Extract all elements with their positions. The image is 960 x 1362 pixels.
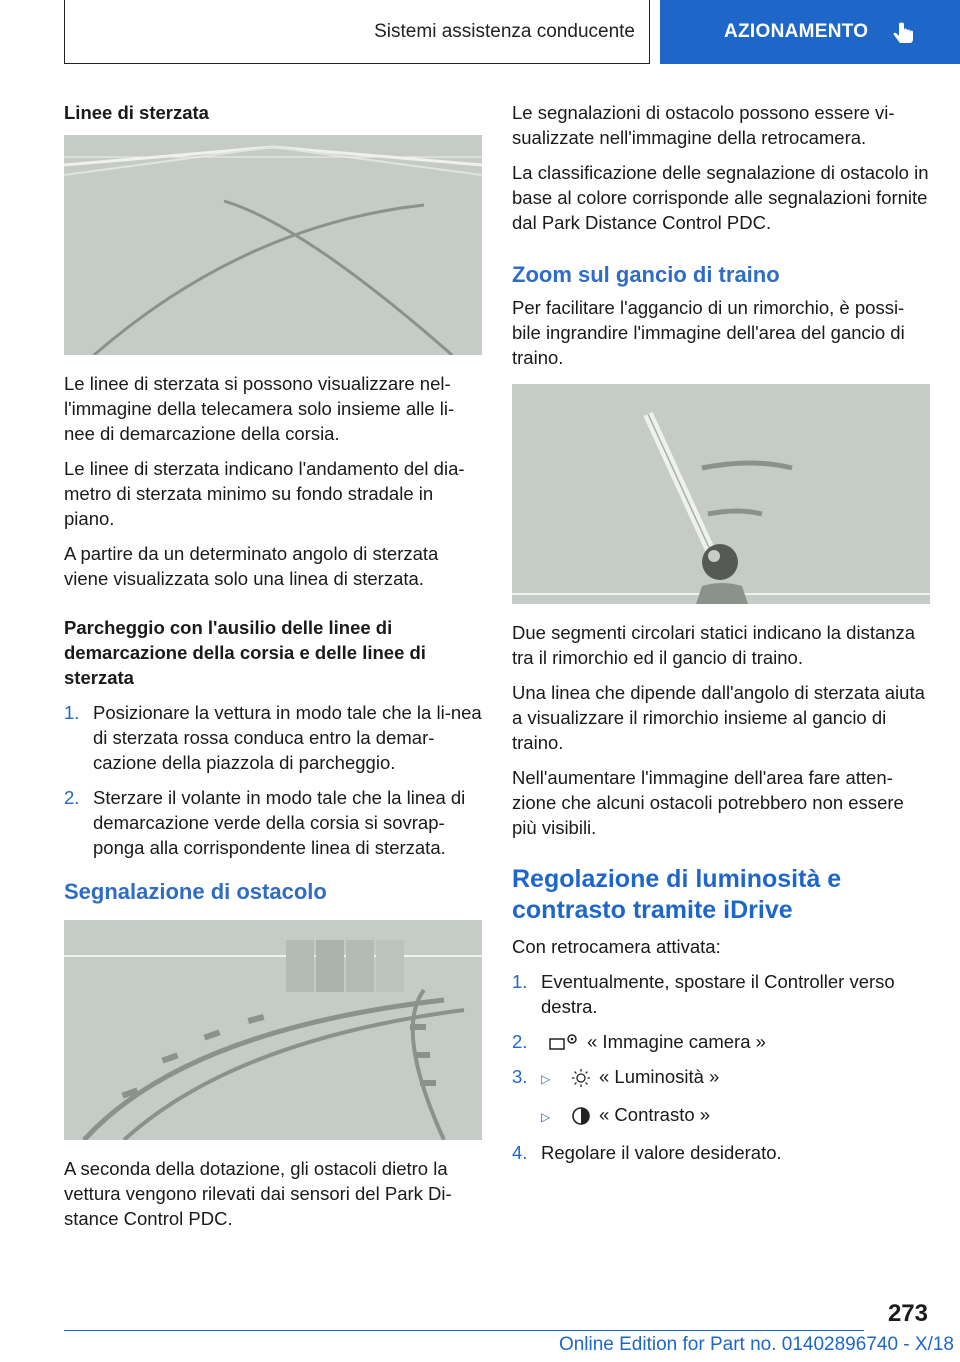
step-number: 1. [64,702,80,723]
step-text: Posizionare la vettura in modo tale che la li-nea di sterzata rossa conduca entro la demar-cazione della piazzola di parcheggio. [93,702,482,773]
paragraph: Nell'aumentare l'immagine dell'area fare atten-zione che alcuni ostacoli potrebbero non essere più visibili. [512,767,904,838]
figure-steering-lines [64,135,482,355]
list-item [512,1029,930,1054]
step-text: Eventualmente, spostare il Controller verso destra. [541,971,895,1017]
paragraph: Una linea che dipende dall'angolo di sterzata aiuta a visualizzare il rimorchio insieme al gancio di traino. [512,682,925,753]
paragraph: A partire da un determinato angolo di sterzata viene visualizzata solo una linea di sterzata. [64,543,439,589]
menu-item-contrasto: « Contrasto » [599,1104,711,1125]
steps-list [512,1140,930,1165]
list-item [512,1064,930,1092]
step-number: 1. [512,971,528,992]
sub-step [512,1102,930,1130]
brightness-icon [571,1068,591,1088]
step-text: Sterzare il volante in modo tale che la linea di demarcazione verde della corsia si sovrap-ponga alla corrispondente linea di sterzata. [93,787,466,858]
running-header-chapter [660,0,960,64]
step-text: Regolare il valore desiderato. [541,1142,782,1163]
chapter-title: AZIONAMENTO [724,21,869,42]
menu-item-immagine-camera: « Immagine camera » [587,1031,766,1052]
heading-zoom-gancio: Zoom sul gancio di traino [512,262,780,287]
triangle-right-icon: ▷ [541,1110,551,1124]
camera-settings-icon [549,1033,579,1053]
right-column [512,100,930,1179]
heading-regolazione: Regolazione di luminosità e contrasto tramite iDrive [512,865,842,924]
paragraph: Le linee di sterzata indicano l'andamento del dia-metro di sterzata minimo su fondo stradale in piano. [64,458,465,529]
paragraph: Le linee di sterzata si possono visualizzare nel-l'immagine della telecamera solo insieme alle li-nee di demarcazione della corsia. [64,373,455,444]
footer-divider [64,1330,864,1331]
left-column [64,100,482,1241]
step-number: 2. [64,787,80,808]
paragraph: A seconda della dotazione, gli ostacoli dietro la vettura vengono rilevati dai sensori del Park Di-stance Control PDC. [64,1158,452,1229]
figure-trailer-hitch-zoom [512,384,930,604]
menu-item-luminosita: « Luminosità » [599,1066,720,1087]
list-item [64,700,482,775]
steps-list [512,969,930,1092]
running-header-section [64,0,650,64]
contrast-icon [571,1106,591,1126]
steps-list [64,700,482,860]
paragraph: Due segmenti circolari statici indicano la distanza tra il rimorchio ed il gancio di traino. [512,622,916,668]
heading-segnalazione: Segnalazione di ostacolo [64,879,327,904]
list-item [512,969,930,1019]
step-number: 4. [512,1142,528,1163]
list-item [64,785,482,860]
heading-linee-sterzata: Linee di sterzata [64,102,209,123]
paragraph: Per facilitare l'aggancio di un rimorchio, è possi-bile ingrandire l'immagine dell'area del gancio di traino. [512,297,905,368]
footer-edition: Online Edition for Part no. 01402896740 - X/18 [558,1334,954,1355]
step-number: 3. [512,1066,528,1087]
section-title: Sistemi assistenza conducente [374,20,635,42]
paragraph: Le segnalazioni di ostacolo possono essere vi-sualizzate nell'immagine della retrocamera. [512,102,895,148]
heading-parcheggio: Parcheggio con l'ausilio delle linee di demarcazione della corsia e delle linee di sterzata [64,617,426,688]
pointing-hand-icon [890,22,916,48]
triangle-right-icon: ▷ [541,1072,551,1086]
paragraph: Con retrocamera attivata: [512,936,721,957]
page-number: 273 [887,1300,928,1327]
step-number: 2. [512,1031,528,1052]
list-item [512,1140,930,1165]
figure-obstacle-signals [64,920,482,1140]
paragraph: La classificazione delle segnalazione di ostacolo in base al colore corrisponde alle segnalazioni fornite dal Park Distance Control PDC. [512,162,929,233]
